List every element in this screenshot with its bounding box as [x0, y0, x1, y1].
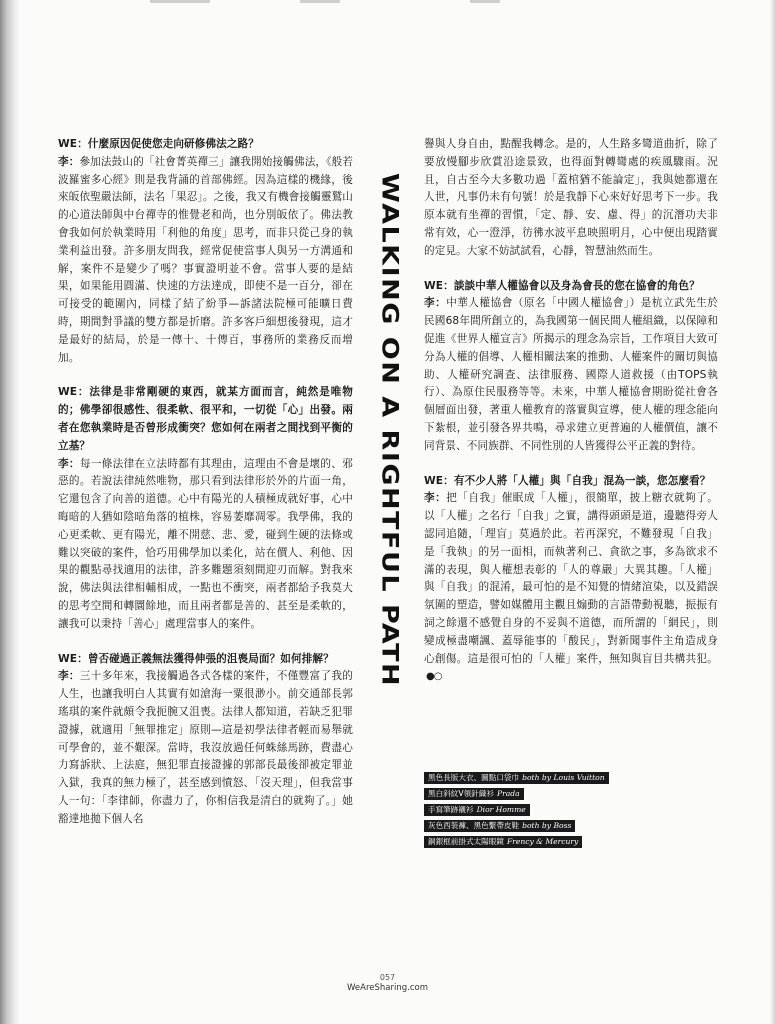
page-footer — [0, 972, 775, 994]
credit-brand: Prada — [496, 789, 520, 798]
credit-line — [424, 820, 575, 832]
question: WE：什麼原因促使您走向研修佛法之路？ — [58, 138, 259, 150]
page-edge — [770, 0, 775, 1024]
question: WE：法律是非常剛硬的東西，就某方面而言，純然是唯物的；佛學卻很感性、很柔軟、很平和，一切從「心」出發。兩者在您執業時是否曾形成衝突？您如何在兩者之間找到平衡的立基？ — [58, 386, 353, 452]
answer-text: 參加法鼓山的「社會菁英禪三」讓我開始接觸佛法，《般若波羅蜜多心經》則是我背誦的首部佛經。因為這樣的機緣，後來皈依聖嚴法師，法名「果忍」。之後，我又有機會接觸靈鷲山的心道法師與中台禪寺的惟覺老和尚，也分別皈依了。佛法教會我如何於執業時用「利他的角度」思考，而非只從己身的執業利益出發。許多朋友問我，經常促使當事人與另一方溝通和解，案件不是變少了嗎？事實證明並不會。當事人要的是結果，如果能用圓滿、快速的方法達成，即使不是一百分，卻在可接受的範圍內，同樣了結了紛爭—訴諸法院極可能曠日費時，期間對爭議的雙方都是折磨。許多客戶細想後發現，這才是最好的結局，於是一傳十、十傳百，事務所的業務反而增加。 — [58, 155, 353, 364]
top-bleed-mark — [300, 0, 340, 3]
book-spine-shadow — [0, 0, 20, 1024]
answer-text: 譽與人身自由，點醒我轉念。是的，人生路多彎道曲折，除了要放慢腳步欣賞沿途景致，也得面對轉彎處的疾風驟雨。況且，自古至今大多數功過「蓋棺猶不能論定」，我與她都還在人世，凡事仍未有句號！於是我靜下心來好好思考下一步。我原本就有坐禪的習慣，「定、靜、安、慮、得」的沉潛功夫非常有效，心一澄淨，彷彿水波平息映照明月，心中便出現踏實的定見。大家不妨試試看，心靜，智慧油然而生。 — [424, 138, 718, 257]
credit-line — [424, 804, 530, 816]
qa-block — [424, 278, 718, 456]
credit-line — [424, 836, 582, 848]
top-bleed-mark — [470, 0, 500, 3]
answer-label: 李： — [424, 297, 447, 310]
answer-continuation — [424, 136, 718, 261]
credit-item: 黑色長版大衣、圖點口袋巾 — [428, 773, 520, 782]
article-title-text: WALKING ON A RIGHTFUL PATH — [376, 172, 402, 688]
question: WE：曾否碰過正義無法獲得伸張的沮喪局面？如何排解？ — [58, 652, 334, 665]
credit-item: 灰色西裝褲、黑色繫帶皮鞋 — [428, 821, 520, 830]
answer-label: 李： — [58, 457, 80, 470]
answer-label: 李： — [58, 670, 80, 683]
styling-credits — [424, 772, 609, 848]
left-column — [58, 136, 353, 845]
answer-text: 中華人權協會（原名「中國人權協會」）是杭立武先生於民國68年間所創立的，為我國第一個民間人權組織，以保障和促進《世界人權宣言》所揭示的理念為宗旨，工作項目大致可分為人權的倡導、人權相關法案的推動、人權案件的關切與協助、人權研究調查、法律服務、國際人道救援（由TOPS執行）、為原住民服務等等。未來，中華人權協會期盼從社會各個層面出發，著重人權教育的落實與宣導，使人權的理念能向下紮根，並引發各界共鳴，尋求建立更普遍的人權價值，讓不同背景、不同族群、不同性別的人皆獲得公平正義的對待。 — [424, 297, 718, 452]
answer-text: 把「自我」催眠成「人權」，很簡單，披上糖衣就夠了。以「人權」之名行「自我」之實，講得頭頭是道，邊聽得旁人認同追隨，「理盲」莫過於此。若再深究，不難發現「自我」是「我執」的另一面相，而執著利己、貪欲之事，多為欲求不滿的表現，與人權想表彰的「人的尊嚴」大異其趣。「人權」與「自我」的混淆，最可怕的是不知覺的情緒渲染，以及錯誤氛圍的塑造，譬如媒體用主觀且煽動的言語帶動視聽，振振有詞之餘還不感覺自身的不妥與不道德，而所謂的「網民」，則變成極盡嘲諷、蓋辱能事的「酸民」，對新聞事件主角造成身心創傷。這是很可怕的「人權」案件，無知與盲目共構共犯。 — [424, 492, 718, 665]
answer-label: 李： — [424, 492, 447, 505]
credit-item: 銅銀框前掛式太陽眼鏡 — [428, 837, 504, 846]
qa-block — [58, 651, 353, 829]
credit-line — [424, 772, 609, 784]
answer-text: 三十多年來，我接觸過各式各樣的案件，不僅豐富了我的人生，也讓我明白人其實有如滄海一粟很渺小。前交通部長郭瑤琪的案件就頗令我扼腕又沮喪。法律人都知道，若缺乏犯罪證據，就適用「無罪推定」原則—這是初學法律者輕而易舉就可學會的，並不艱深。當時，我沒放過任何蛛絲馬跡，費盡心力寫訴狀、上法庭，無犯罪直接證據的郭部長最後卻被定罪並入獄，我真的無力極了，甚至感到憤怒、「沒天理」，但我當事人一句：「李律師，你盡力了，你相信我是清白的就夠了。」她豁達地拋下個人名 — [58, 670, 353, 825]
answer-label: 李： — [58, 155, 80, 168]
credit-brand: Frency & Mercury — [506, 837, 579, 846]
credit-brand: Dior Homme — [476, 805, 526, 814]
qa-block — [58, 384, 353, 633]
article-title — [364, 140, 414, 720]
credit-brand: both by Louis Vuitton — [522, 773, 605, 782]
credit-line — [424, 788, 524, 800]
answer-text: 每一條法律在立法時都有其理由，這理由不會是壞的、邪惡的。若說法律純然唯物，那只看到法律形於外的片面一角，它還包含了向善的道德。心中有陽光的人積極成就好事，心中晦暗的人猶如陰暗角落的植株，容易萎靡凋零。我學佛，我的心更柔軟、更有陽光，離不開慈、悲、愛，碰到生硬的法條或難以突破的案件，恰巧用佛學加以柔化，站在價人、利他、因果的觀點尋找適用的法律，許多難題須刻間迎刃而解。對我來說，佛法與法律相輔相成，一點也不衝突，兩者都給予我莫大的思考空間和轉圜餘地，而且兩者都是善的、甚至是柔軟的，讓我可以秉持「善心」處理當事人的案件。 — [58, 457, 353, 630]
top-bleed-mark — [150, 0, 210, 3]
page-number: 057 — [379, 973, 396, 982]
credit-brand: both by Boss — [522, 821, 572, 830]
right-column — [424, 136, 718, 703]
site-name: WeAreSharing.com — [347, 983, 428, 993]
question: WE：有不少人將「人權」與「自我」混為一談，您怎麼看？ — [424, 474, 711, 487]
end-mark-icon: ●○ — [426, 671, 442, 683]
question: WE：談談中華人權協會以及身為會長的您在協會的角色？ — [424, 279, 700, 292]
credit-item: 手寫筆跡襯衫 — [428, 805, 474, 814]
qa-block — [424, 473, 718, 687]
credit-item: 黑白斜紋V領針織衫 — [428, 789, 494, 798]
qa-block — [58, 136, 353, 367]
